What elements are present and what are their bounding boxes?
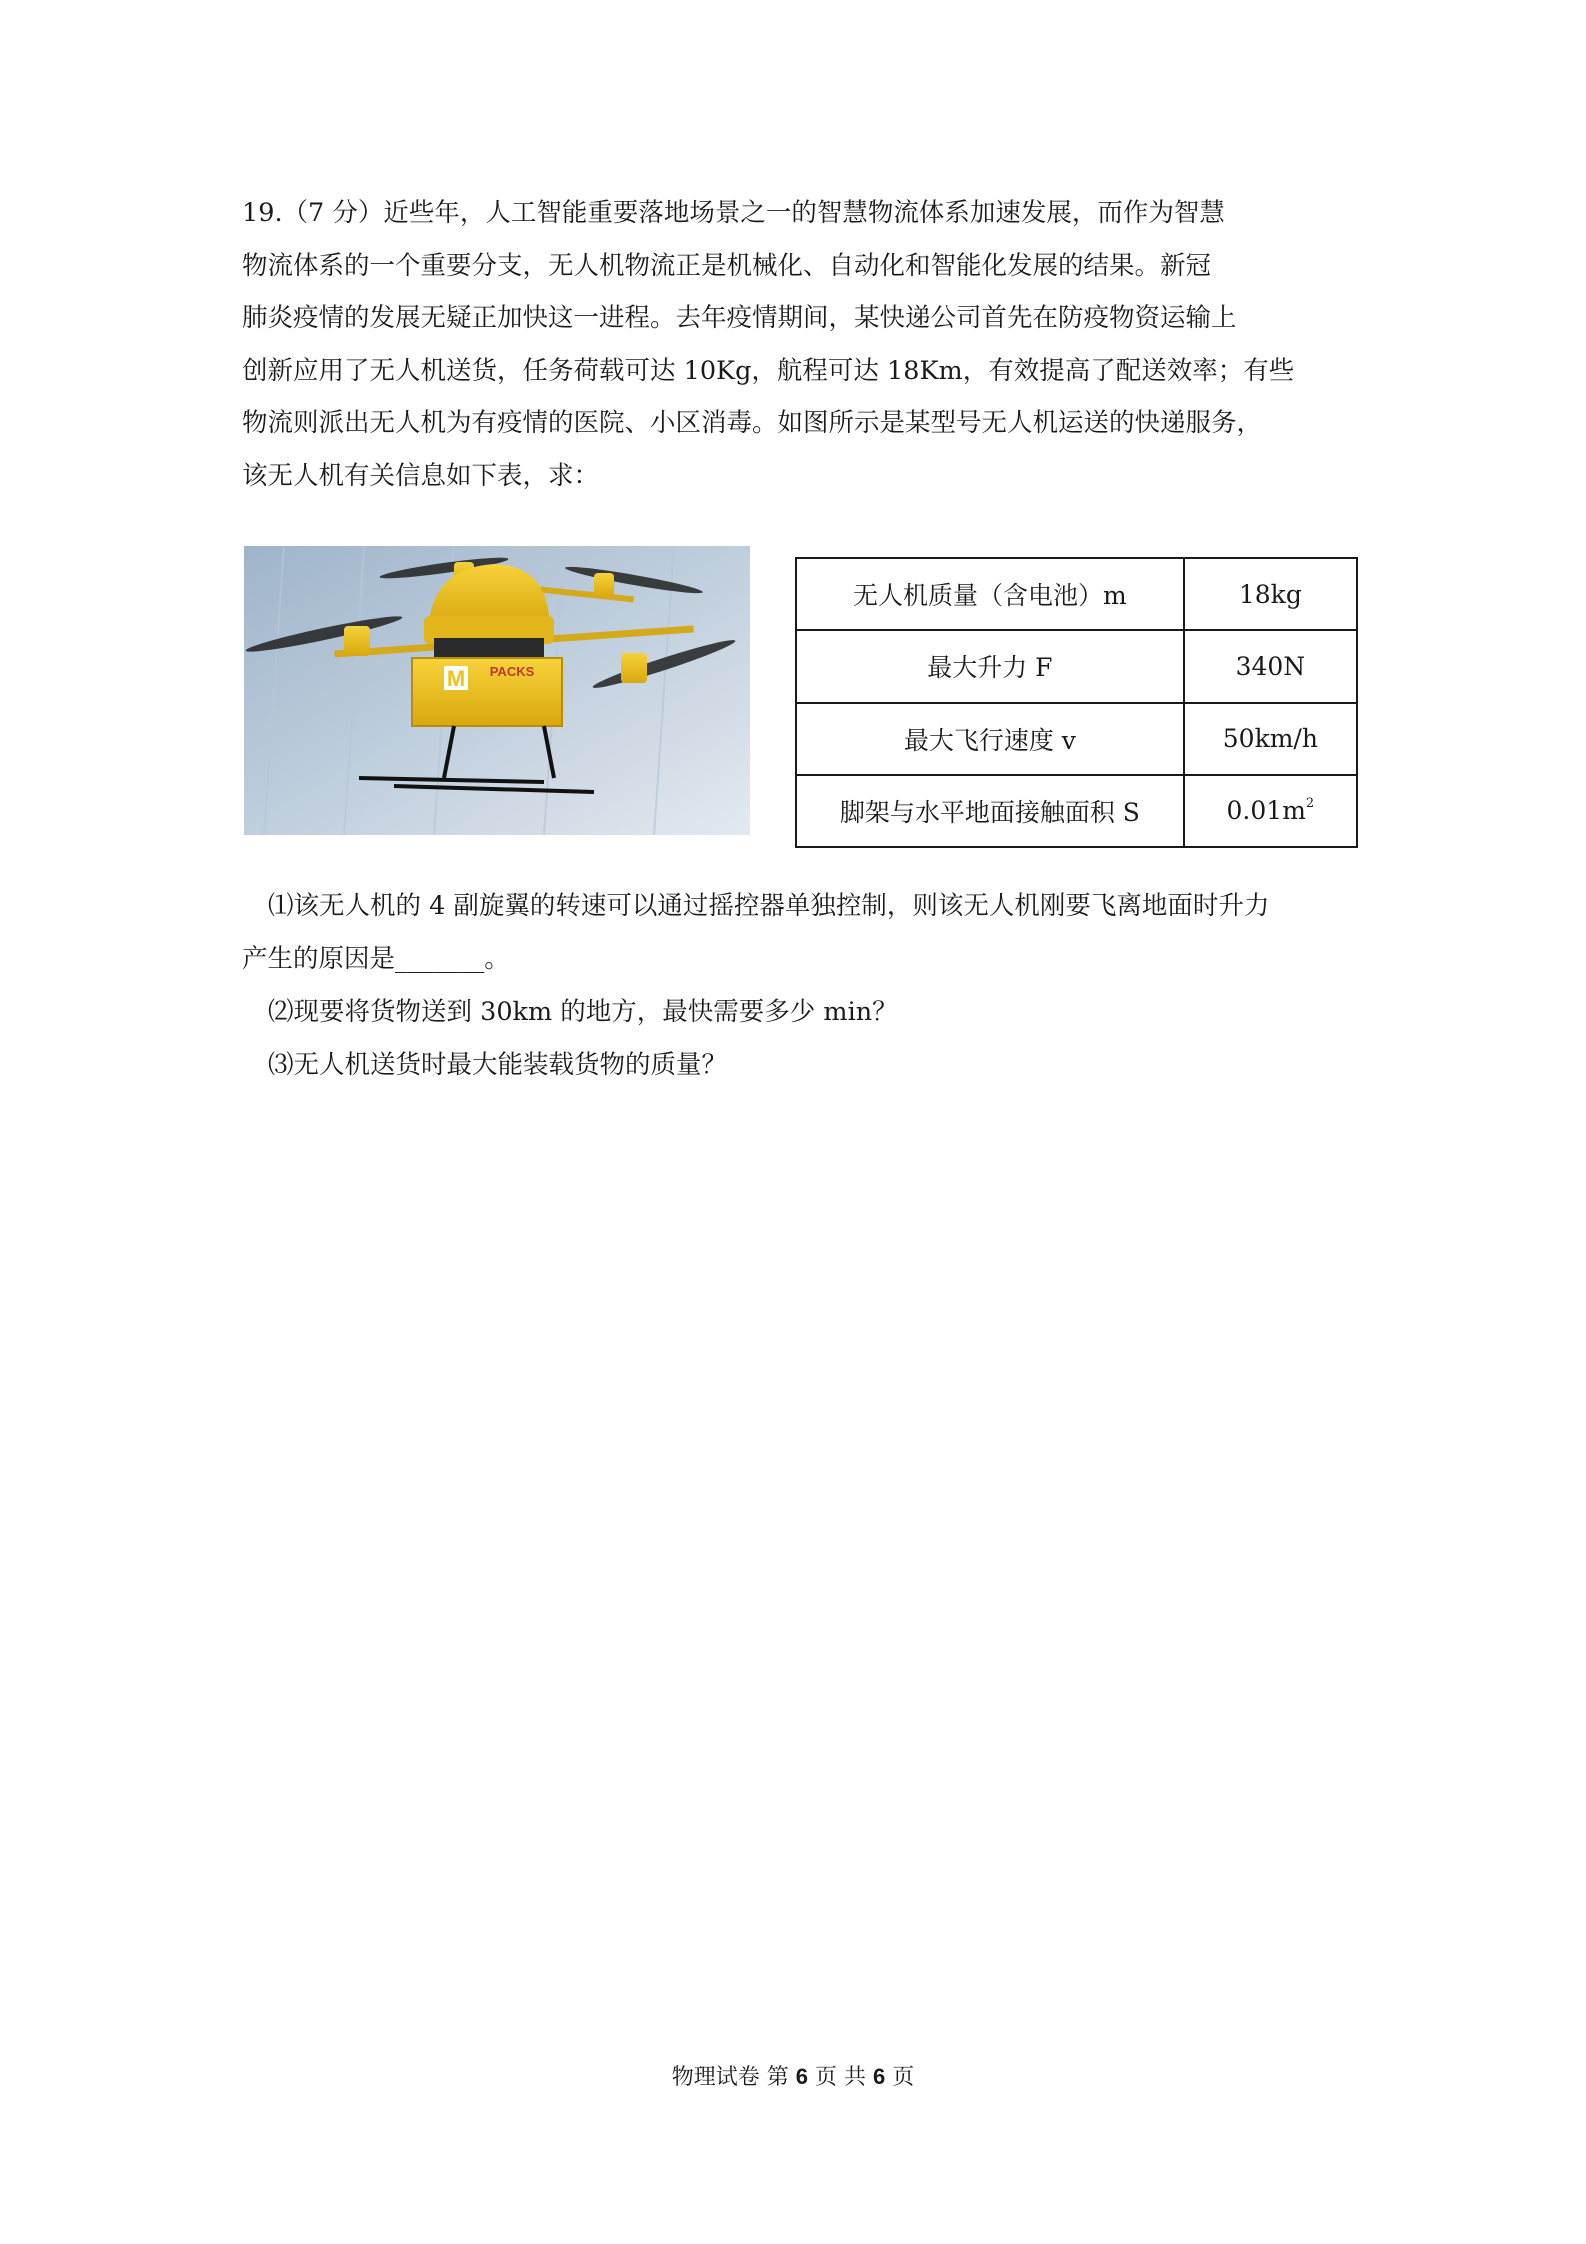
footer-ye-end: 页: [892, 2065, 915, 2090]
spec-label: 最大升力 F: [796, 630, 1184, 702]
sub-question-1-line-1: ⑴该无人机的 4 副旋翼的转速可以通过摇控器单独控制，则该无人机刚要飞离地面时升力: [268, 891, 1270, 921]
drone-photo: [244, 546, 750, 835]
spec-label: 最大飞行速度 v: [796, 703, 1184, 775]
box-letter: M: [446, 666, 466, 691]
spec-label: 脚架与水平地面接触面积 S: [796, 775, 1184, 847]
spec-value: [1184, 775, 1357, 847]
spec-value: 18kg: [1184, 558, 1357, 630]
table-row: [796, 558, 1357, 630]
spec-value: 340N: [1184, 630, 1357, 702]
footer-total-pages: 6: [873, 2064, 886, 2089]
stem-line: 该无人机有关信息如下表，求：: [242, 460, 600, 491]
stem-line: 肺炎疫情的发展无疑正加快这一进程。去年疫情期间，某快递公司首先在防疫物资运输上: [242, 303, 1237, 333]
table-row: [796, 775, 1357, 847]
drone-spec-table: [795, 557, 1358, 848]
stem-line: 物流则派出无人机为有疫情的医院、小区消毒。如图所示是某型号无人机运送的快递服务，: [242, 408, 1263, 438]
page-footer: [0, 2060, 1586, 2091]
footer-gong: 共: [844, 2065, 867, 2090]
drone-illustration: [244, 546, 750, 835]
spec-value: 50km/h: [1184, 703, 1357, 775]
stem-line: 19.（7 分）近些年，人工智能重要落地场景之一的智慧物流体系加速发展，而作为智慧: [242, 198, 1225, 228]
footer-subject: 物理试卷: [671, 2065, 760, 2090]
question-stem: [242, 187, 1357, 502]
footer-page-number: 6: [795, 2064, 808, 2089]
sub-question-3: ⑶无人机送货时最大能装载货物的质量？: [268, 1050, 728, 1080]
spec-label: 无人机质量（含电池）m: [796, 558, 1184, 630]
table-row: [796, 703, 1357, 775]
table-row: [796, 630, 1357, 702]
stem-line: 物流体系的一个重要分支，无人机物流正是机械化、自动化和智能化发展的结果。新冠: [242, 250, 1212, 281]
footer-ye: 页: [814, 2065, 837, 2090]
sub-question-1-line-2: 产生的原因是_______。: [242, 944, 510, 974]
spec-value-exponent: 2: [1305, 796, 1315, 812]
stem-line: 创新应用了无人机送货，任务荷载可达 10Kg，航程可达 18Km，有效提高了配送效率；有些: [242, 355, 1295, 386]
sub-question-2: ⑵现要将货物送到 30km 的地方，最快需要多少 min？: [268, 997, 898, 1027]
spec-value-main: 0.01m: [1226, 796, 1306, 826]
footer-di: 第: [766, 2065, 789, 2090]
box-brand-text: PACKS: [489, 664, 535, 679]
